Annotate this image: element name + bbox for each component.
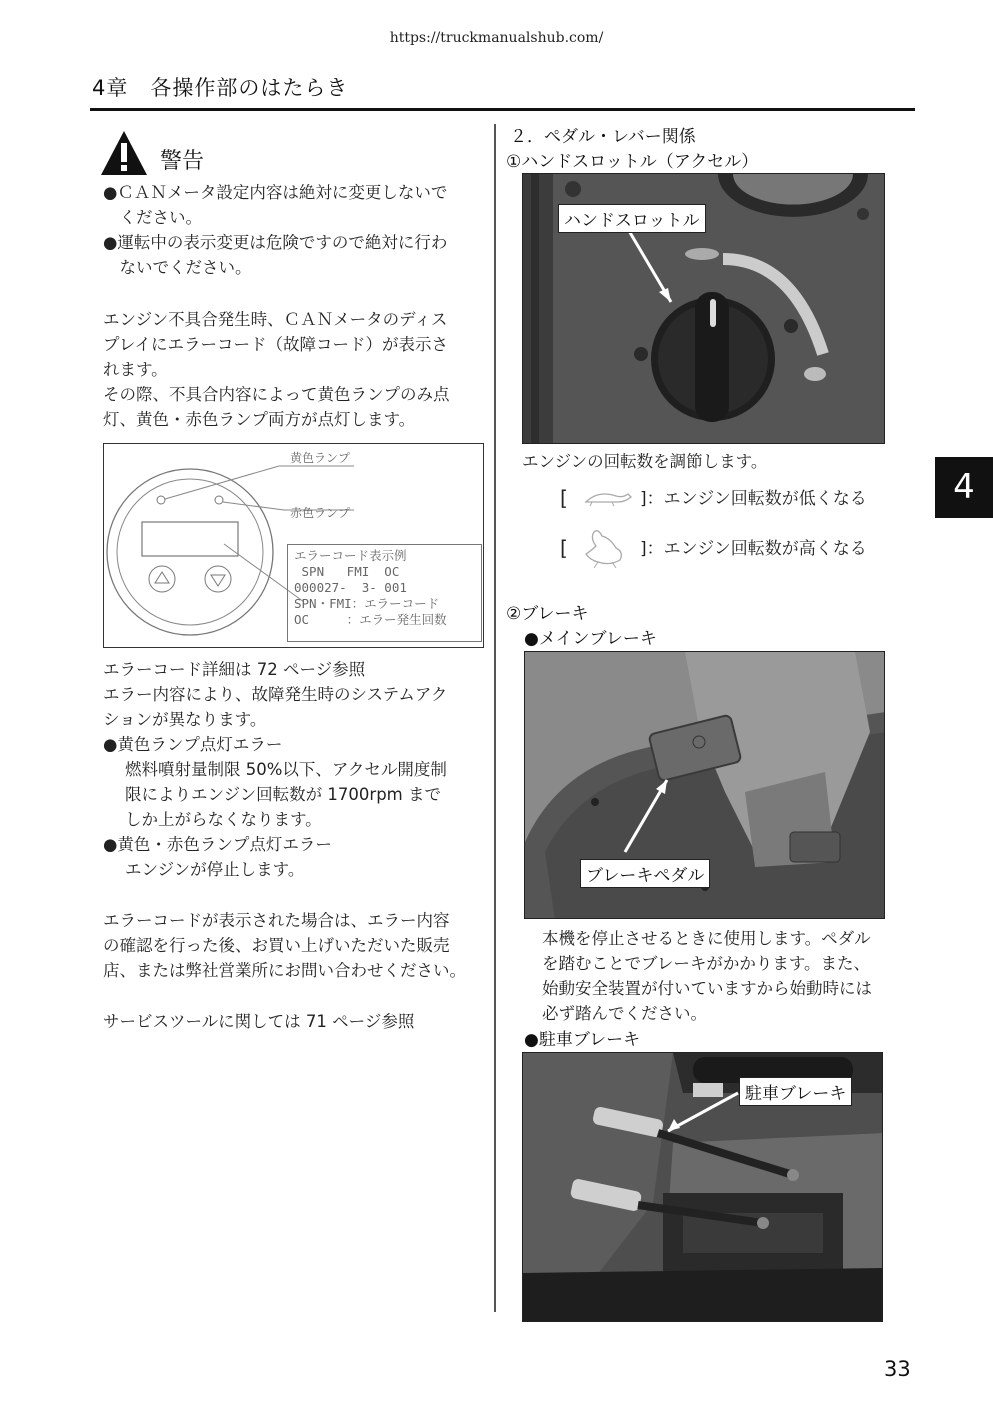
text-line: の確認を行った後、お買い上げいただいた販売 (103, 936, 450, 955)
bracket-open: [ (560, 486, 568, 510)
page-number: 33 (884, 1357, 911, 1381)
bracket-open: [ (560, 536, 568, 560)
text-line: 限によりエンジン回転数が 1700rpm まで (125, 785, 441, 804)
warning-title: 警告 (160, 149, 205, 174)
text-line: 必ず踏んでください。 (542, 1004, 707, 1023)
chapter-side-tab: 4 (935, 457, 993, 518)
warning-triangle-icon (100, 130, 148, 176)
low-rpm-label: ]：エンジン回転数が低くなる (640, 489, 867, 509)
warning-item-2-line-2: ないでください。 (103, 258, 252, 277)
brake-pedal-callout: ブレーキペダル (580, 859, 710, 888)
text-line: 始動安全装置が付いていますから始動時には (542, 979, 872, 998)
text-line: エラーコードが表示された場合は、エラー内容 (103, 911, 450, 930)
service-tool-note: サービスツールに関しては 71 ページ参照 (103, 1012, 415, 1031)
rabbit-icon (580, 526, 630, 570)
warning-item-1-line-1: ●ＣＡＮメータ設定内容は絶対に変更しないで (103, 183, 448, 202)
text-line: を踏むことでブレーキがかかります。また、 (542, 954, 871, 973)
text-line: その際、不具合内容によって黄色ランプのみ点 (103, 385, 450, 404)
hand-throttle-photo (522, 173, 885, 444)
main-brake-desc (542, 926, 872, 1026)
red-lamp-label: 赤色ランプ (290, 506, 351, 520)
text-line: エンジン不具合発生時、ＣＡＮメータのディス (103, 310, 448, 329)
parking-brake-photo (522, 1052, 883, 1322)
warning-item-1-line-2: ください。 (103, 208, 202, 227)
hand-throttle-desc: エンジンの回転数を調節します。 (522, 452, 768, 471)
main-brake-photo (524, 651, 885, 919)
text-line: 本機を停止させるときに使用します。ペダル (542, 929, 871, 948)
chapter-title: 4章 各操作部のはたらき (92, 76, 349, 100)
error-code-example (287, 544, 482, 642)
warning-list (103, 180, 447, 280)
red-error-title: ●黄色・赤色ランプ点灯エラー (103, 835, 332, 854)
text-line: 店、または弊社営業所にお問い合わせください。 (103, 961, 466, 980)
yellow-error-title: ●黄色ランプ点灯エラー (103, 735, 283, 754)
source-url: https://truckmanualshub.com/ (389, 30, 604, 46)
text-line: しか上がらなくなります。 (125, 810, 322, 829)
column-divider (494, 124, 496, 1312)
code-line: SPN FMI OC (294, 564, 400, 579)
chapter-divider (90, 108, 915, 111)
code-line: エラーコード表示例 (294, 548, 407, 563)
text-line: 燃料噴射量制限 50%以下、アクセル開度制 (125, 760, 447, 779)
text-line: エラー内容により、故障発生時のシステムアク (103, 685, 448, 704)
code-line: OC ：エラー発生回数 (294, 612, 447, 627)
turtle-icon (578, 488, 633, 508)
text-line: 灯、黄色・赤色ランプ両方が点灯します。 (103, 410, 416, 429)
text-line: れます。 (103, 360, 168, 379)
text-line: エンジンが停止します。 (125, 860, 305, 879)
section-title: ２．ペダル・レバー関係 (510, 127, 696, 147)
yellow-lamp-label: 黄色ランプ (290, 451, 351, 465)
warning-item-2-line-1: ●運転中の表示変更は危険ですので絶対に行わ (103, 233, 448, 252)
error-intro-paragraph (103, 307, 450, 432)
code-line: SPN・FMI：エラーコード (294, 596, 440, 611)
code-line: 000027- 3- 001 (294, 580, 407, 595)
parking-brake-title: ●駐車ブレーキ (524, 1030, 641, 1050)
brake-title: ②ブレーキ (506, 604, 589, 624)
text-line: エラーコード詳細は 72 ページ参照 (103, 660, 366, 679)
high-rpm-label: ]：エンジン回転数が高くなる (640, 539, 867, 559)
contact-paragraph (103, 908, 466, 983)
main-brake-title: ●メインブレーキ (524, 629, 657, 649)
can-meter-figure (103, 443, 484, 648)
text-line: プレイにエラーコード（故障コード）が表示さ (103, 335, 449, 354)
parking-brake-callout: 駐車ブレーキ (739, 1077, 852, 1106)
error-detail-paragraph (103, 657, 447, 882)
hand-throttle-title: ①ハンドスロットル（アクセル） (506, 152, 759, 172)
hand-throttle-callout: ハンドスロットル (558, 204, 706, 233)
text-line: ションが異なります。 (103, 710, 267, 729)
